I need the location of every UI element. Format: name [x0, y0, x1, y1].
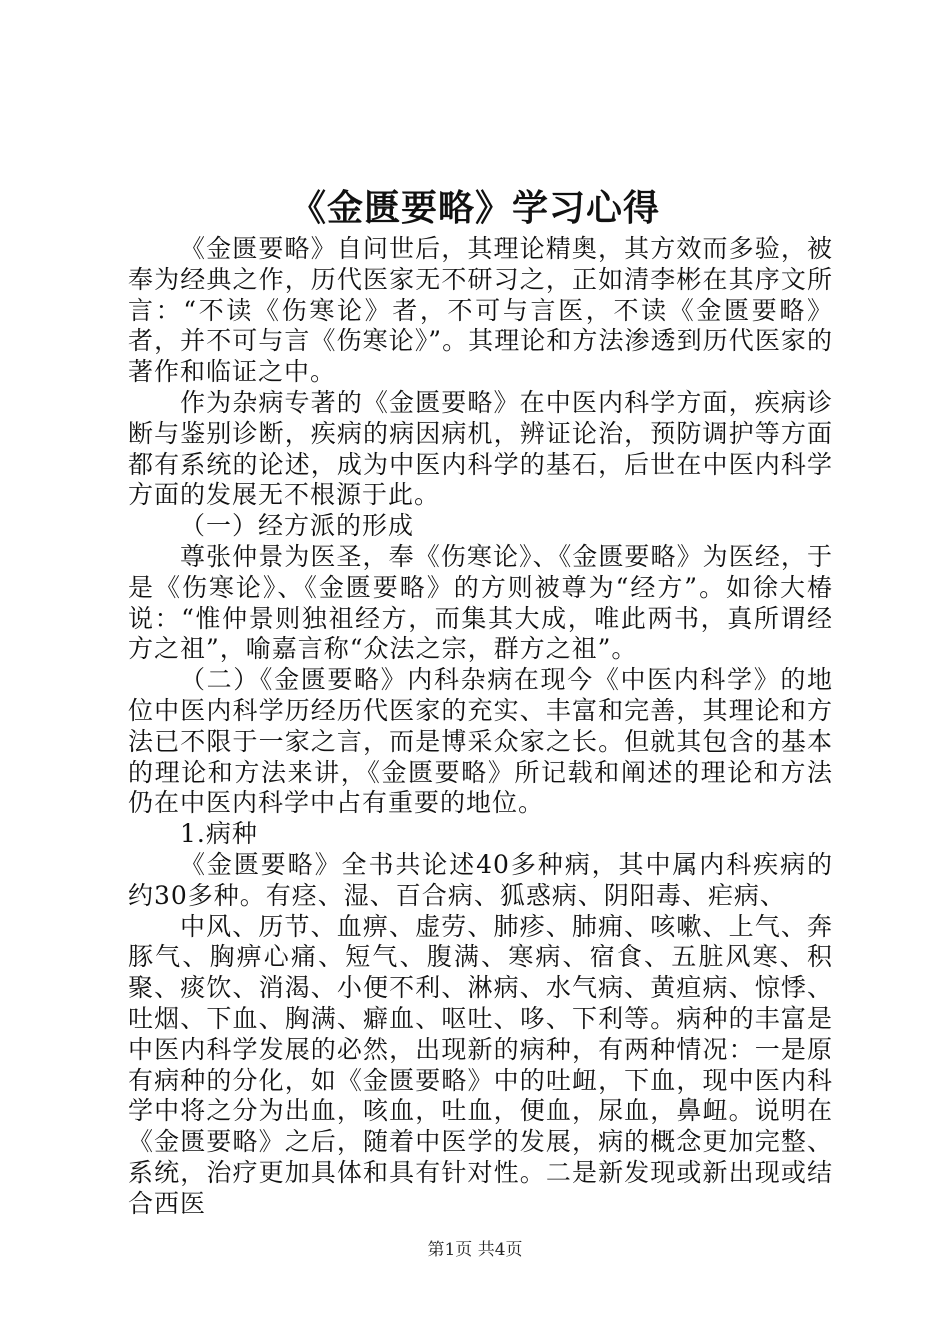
page-footer: 第1页 共4页: [427, 1240, 523, 1260]
paragraph-disease-list: 中风、历节、血痹、虚劳、肺疹、肺痈、咳嗽、上气、奔豚气、胸痹心痛、短气、腹满、寒病、宿食、五脏风寒、积聚、痰饮、消渴、小便不利、淋病、水气病、黄疸病、惊悸、吐烟、下血、胸满、癖血、呕吐、哆、下利等。病种的丰富是中医内科学发展的必然，出现新的病种，有两种情况：一是原有病种的分化，如《金匮要略》中的吐衄，下血，现中医内科学中将之分为出血，咳血，吐血，便血，尿血，鼻衄。说明在《金匮要略》之后，随着中医学的发展，病的概念更加完整、系统，治疗更加具体和具有针对性。二是新发现或新出现或结合西医: [128, 911, 833, 1218]
paragraph-internal-medicine: 作为杂病专著的《金匮要略》在中医内科学方面，疾病诊断与鉴别诊断，疾病的病因病机，辨证论治，预防调护等方面都有系统的论述，成为中医内科学的基石，后世在中医内科学方面的发展无不根源于此。: [128, 387, 833, 510]
paragraph-disease-count: 《金匮要略》全书共论述40多种病，其中属内科疾病的约30多种。有痉、湿、百合病、狐惑病、阴阳毒、疟病、: [128, 849, 833, 910]
subsection-heading-disease-types: 1.病种: [180, 819, 258, 849]
document-title: 《金匮要略》学习心得: [289, 187, 660, 229]
paragraph-classic-formulas: 尊张仲景为医圣，奉《伤寒论》、《金匮要略》为医经，于是《伤寒论》、《金匮要略》的方则被尊为“经方”。如徐大椿说：“惟仲景则独祖经方，而集其大成，唯此两书，真所谓经方之祖”，喻嘉言称“众法之宗，群方之祖”。: [128, 541, 833, 664]
section-heading-2: （二）《金匮要略》内科杂病在现今《中医内科学》的地位中医内科学历经历代医家的充实、丰富和完善，其理论和方法已不限于一家之言，而是博采众家之长。但就其包含的基本的理论和方法来讲，《金匮要略》所记载和阐述的理论和方法仍在中医内科学中占有重要的地位。: [128, 665, 833, 818]
paragraph-intro: 《金匮要略》自问世后，其理论精奥，其方效而多验，被奉为经典之作，历代医家无不研习之，正如清李彬在其序文所言：“不读《伤寒论》者，不可与言医，不读《金匮要略》者，并不可与言《伤寒论》”。其理论和方法渗透到历代医家的著作和临证之中。: [128, 234, 833, 387]
section-heading-1: （一）经方派的形成: [180, 511, 415, 541]
document-body: [128, 234, 833, 1220]
